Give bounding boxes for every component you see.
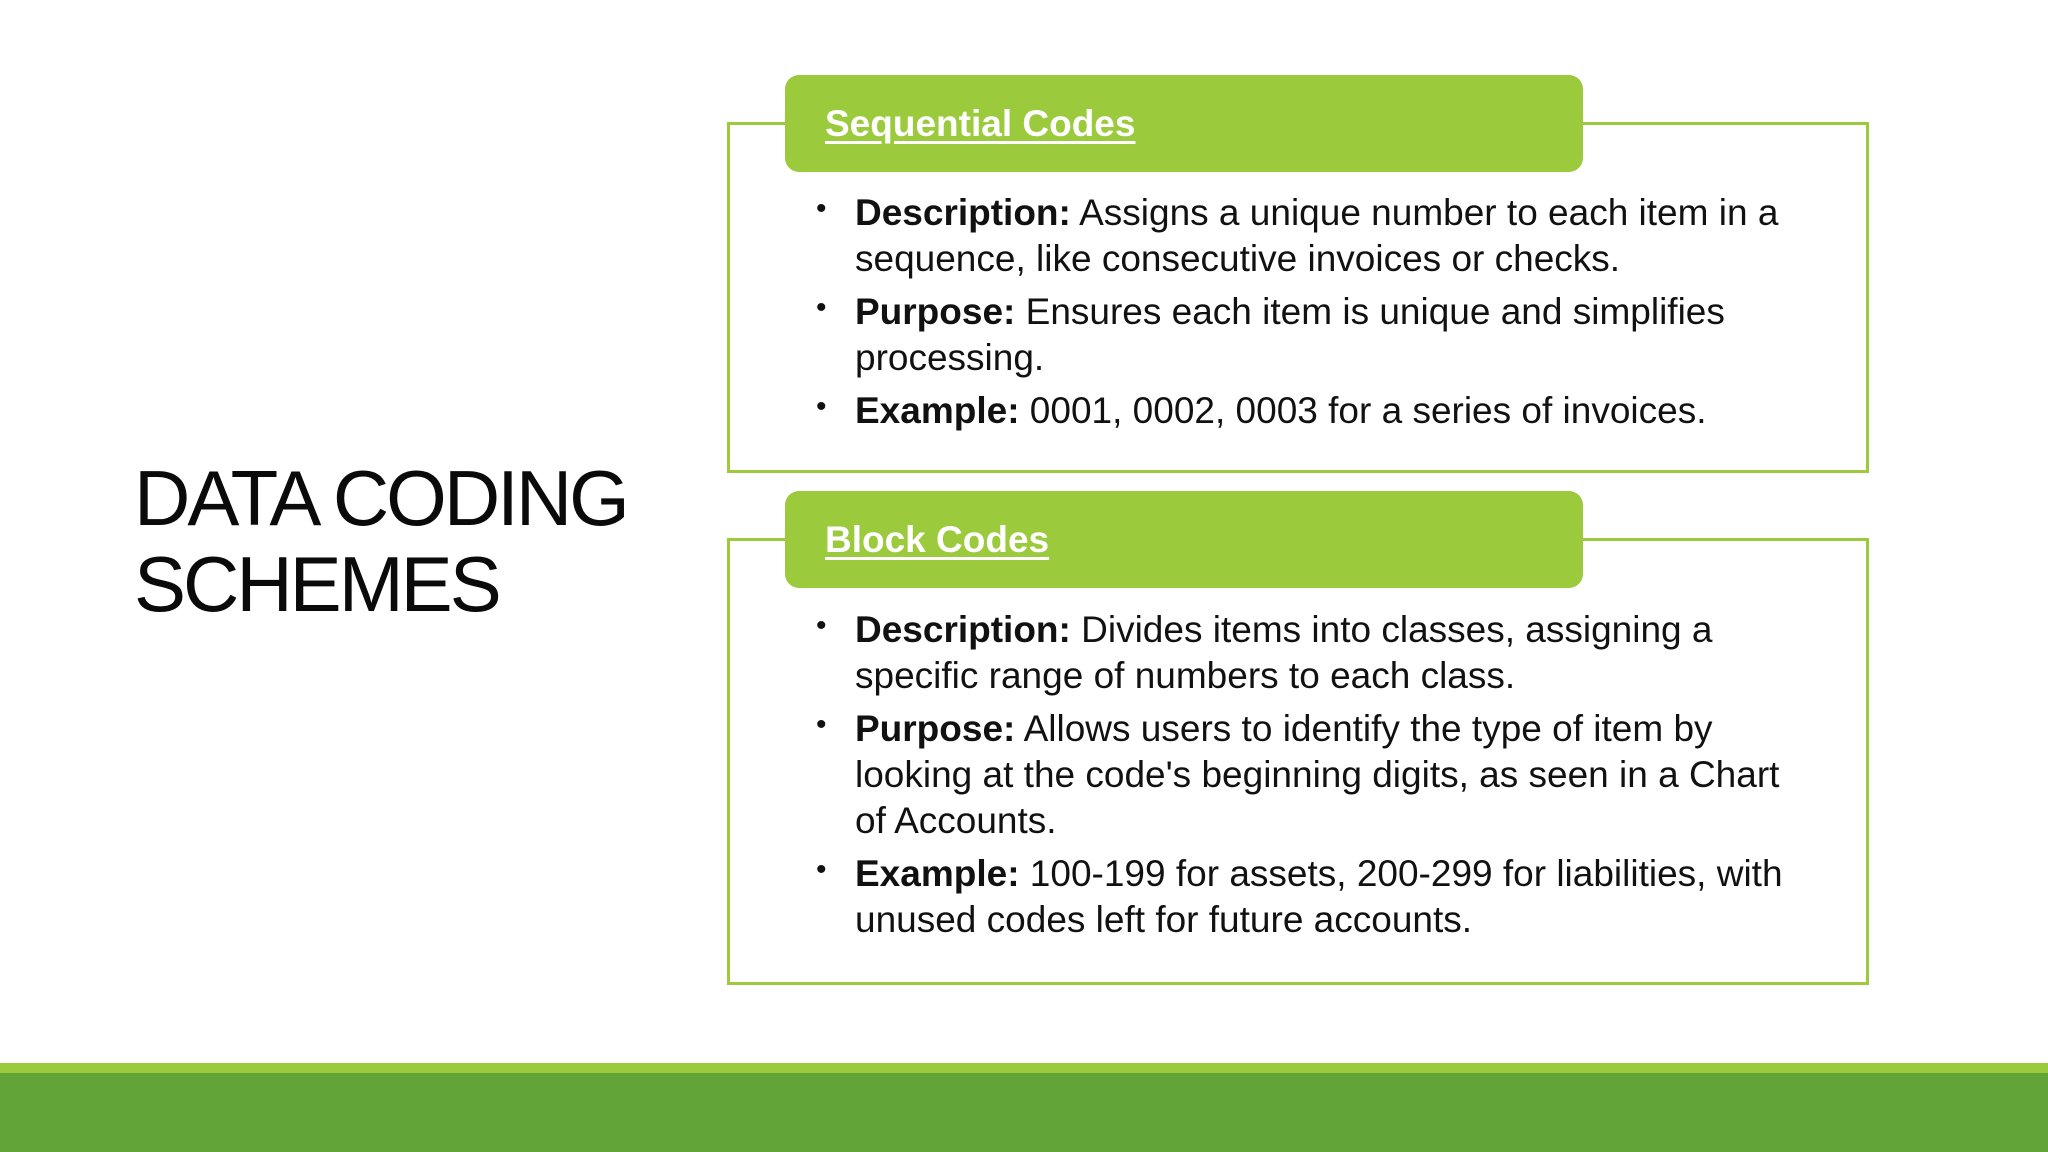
block-codes-header — [785, 491, 1583, 588]
item-text: 100-199 for assets, 200-299 for liabilities, with unused codes left for future accounts. — [855, 853, 1783, 940]
bullet-icon: • — [816, 390, 827, 423]
bullet-icon: • — [816, 291, 827, 324]
sequential-codes-list — [816, 190, 1816, 441]
item-label: Description: — [855, 192, 1071, 233]
sequential-codes-heading[interactable]: Sequential Codes — [825, 103, 1136, 144]
footer-band — [0, 1073, 2048, 1152]
block-codes-list — [816, 607, 1816, 950]
item-text: Allows users to identify the type of item by looking at the code's beginning digits, as seen in a Chart of Accounts. — [855, 708, 1780, 841]
bullet-icon: • — [816, 853, 827, 886]
list-item — [816, 706, 1816, 844]
list-item — [816, 607, 1816, 699]
item-label: Description: — [855, 609, 1071, 650]
bullet-icon: • — [816, 192, 827, 225]
list-item — [816, 388, 1816, 434]
list-item — [816, 851, 1816, 943]
item-label: Example: — [855, 390, 1020, 431]
slide-title-line-1: DATA CODING — [134, 454, 627, 542]
slide-title — [134, 455, 694, 627]
item-text: 0001, 0002, 0003 for a series of invoices. — [1019, 390, 1707, 431]
item-label: Purpose: — [855, 708, 1016, 749]
item-text: Divides items into classes, assigning a specific range of numbers to each class. — [855, 609, 1713, 696]
list-item — [816, 190, 1816, 282]
item-label: Example: — [855, 853, 1020, 894]
item-text: Ensures each item is unique and simplifies processing. — [855, 291, 1725, 378]
slide-title-line-2: SCHEMES — [134, 540, 499, 628]
block-codes-heading[interactable]: Block Codes — [825, 519, 1050, 560]
bullet-icon: • — [816, 609, 827, 642]
item-label: Purpose: — [855, 291, 1016, 332]
item-text: Assigns a unique number to each item in a sequence, like consecutive invoices or checks. — [855, 192, 1779, 279]
list-item — [816, 289, 1816, 381]
bullet-icon: • — [816, 708, 827, 741]
sequential-codes-header — [785, 75, 1583, 172]
footer-accent-stripe — [0, 1063, 2048, 1073]
